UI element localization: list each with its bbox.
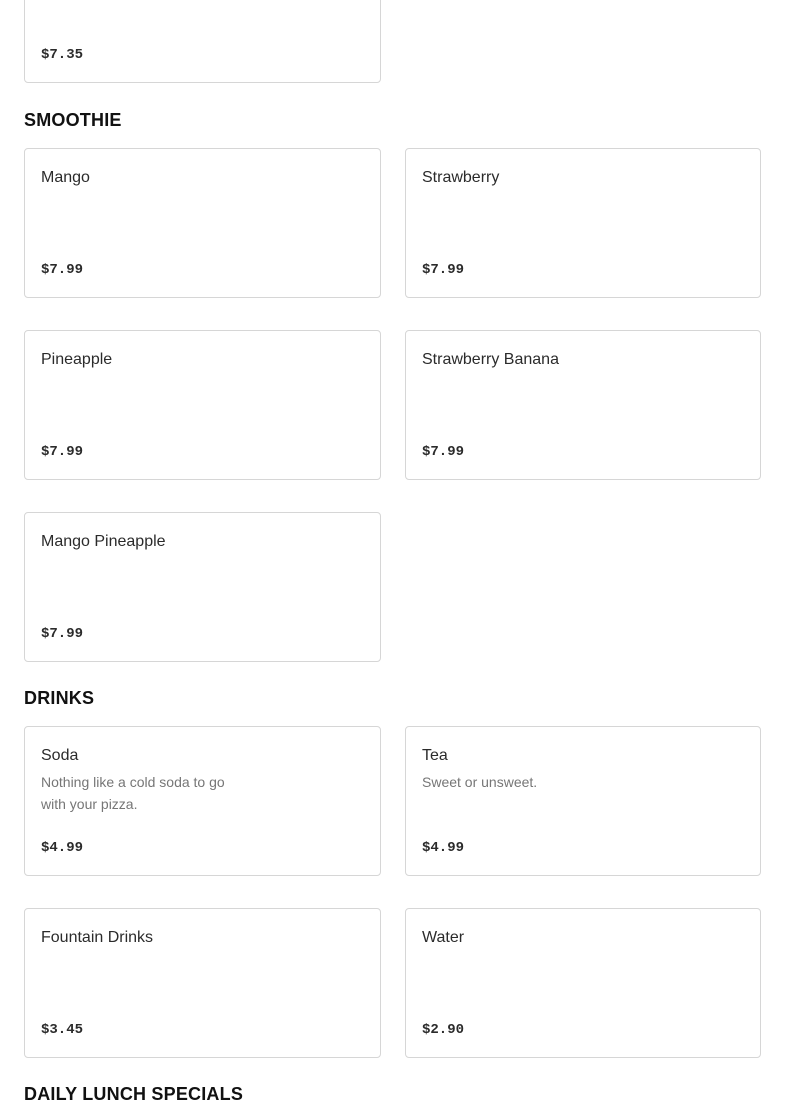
menu-item-card-mango[interactable]	[24, 148, 381, 298]
menu-item-card-strawberry-banana[interactable]	[405, 330, 761, 480]
menu-item-card-water[interactable]	[405, 908, 761, 1058]
menu-item-card-fountain-drinks[interactable]	[24, 908, 381, 1058]
menu-item-price: $7.99	[422, 444, 465, 460]
menu-item-price: $2.90	[422, 1022, 465, 1038]
section-title-drinks: DRINKS	[24, 688, 95, 708]
menu-item-card[interactable]	[24, 0, 381, 83]
menu-item-price: $3.45	[41, 1022, 84, 1038]
menu-item-price: $7.99	[41, 444, 84, 460]
menu-item-description: Nothing like a cold soda to go with your pizza.	[41, 774, 225, 812]
section-title-smoothie: SMOOTHIE	[24, 110, 122, 130]
menu-item-name: Tea	[422, 747, 448, 764]
menu-item-name: Mango Pineapple	[41, 533, 166, 550]
menu-item-price: $4.99	[41, 840, 84, 856]
menu-item-price: $7.99	[41, 626, 84, 642]
menu-item-name: Mango	[41, 169, 90, 186]
menu-item-card-tea[interactable]	[405, 726, 761, 876]
section-title-daily-lunch-specials: DAILY LUNCH SPECIALS	[24, 1084, 244, 1104]
menu-item-description: Sweet or unsweet.	[422, 774, 538, 790]
menu-item-name: Strawberry Banana	[422, 351, 559, 368]
menu-item-price: $7.99	[41, 262, 84, 278]
menu-item-name: Fountain Drinks	[41, 929, 154, 946]
menu-item-price: $7.35	[41, 47, 84, 63]
menu-item-card-soda[interactable]	[24, 726, 381, 876]
menu-item-name: Water	[422, 929, 465, 946]
menu-item-card-strawberry[interactable]	[405, 148, 761, 298]
menu-item-price: $4.99	[422, 840, 465, 856]
menu-item-name: Pineapple	[41, 351, 113, 368]
menu-item-card-mango-pineapple[interactable]	[24, 512, 381, 662]
menu-item-card-pineapple[interactable]	[24, 330, 381, 480]
menu-item-price: $7.99	[422, 262, 465, 278]
menu-item-name: Strawberry	[422, 169, 500, 186]
menu-item-name: Soda	[41, 747, 79, 764]
